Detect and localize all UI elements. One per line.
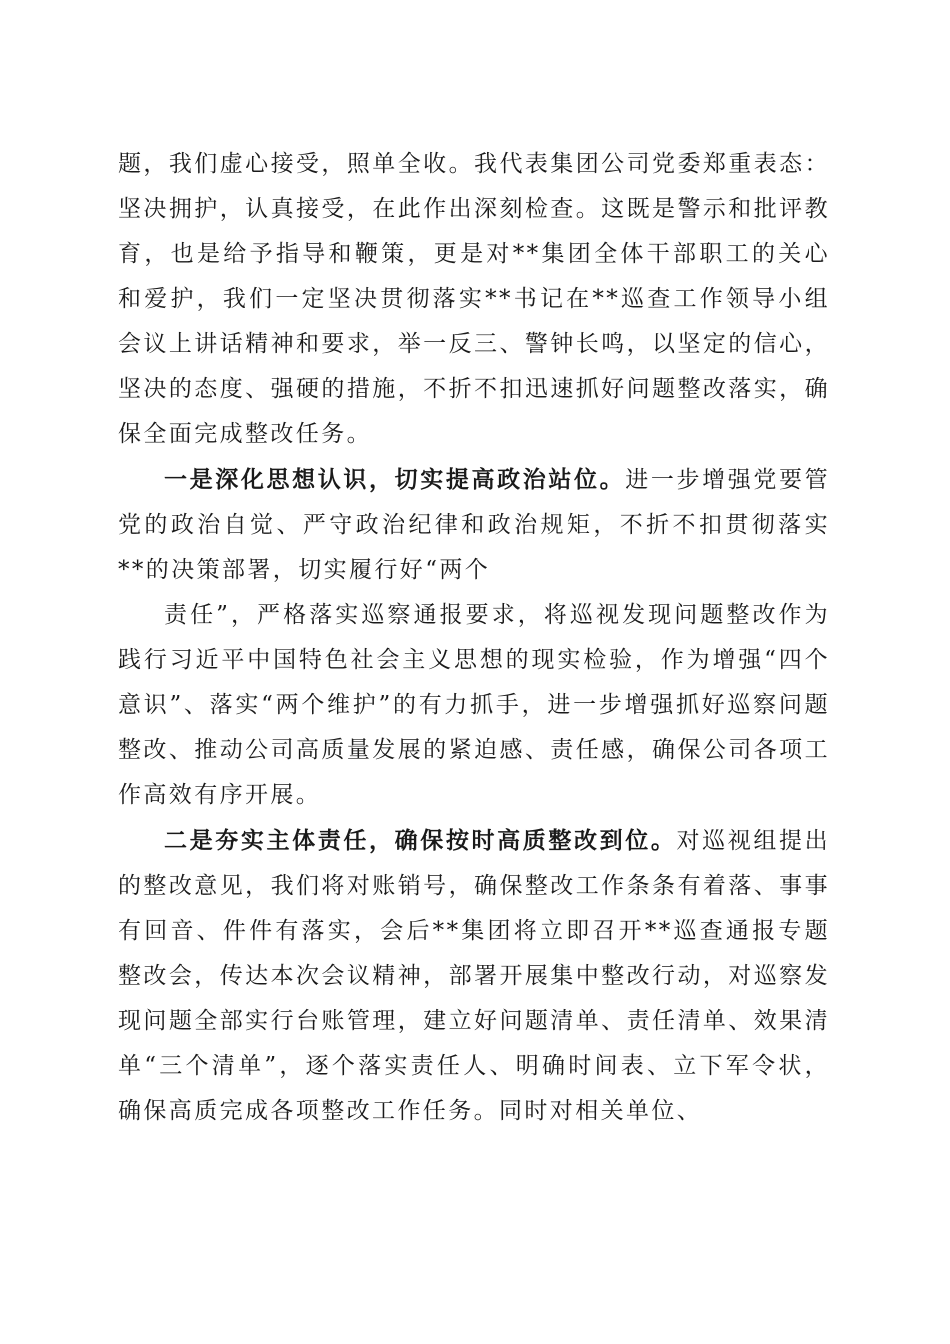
document-body bbox=[118, 142, 830, 1134]
paragraph-2-heading: 一是深化思想认识，切实提高政治站位。 bbox=[164, 466, 626, 493]
paragraph-2 bbox=[118, 457, 830, 593]
paragraph-1 bbox=[118, 142, 830, 457]
paragraph-3 bbox=[118, 593, 830, 818]
paragraph-1-text: 题，我们虚心接受，照单全收。我代表集团公司党委郑重表态：坚决拥护，认真接受，在此作出深刻检查。这既是警示和批评教育，也是给予指导和鞭策，更是对**集团全体干部职工的关心和爱护，我们一定坚决贯彻落实**书记在**巡查工作领导小组会议上讲话精神和要求，举一反三、警钟长鸣，以坚定的信心，坚决的态度、强硬的措施，不折不扣迅速抓好问题整改落实，确保全面完成整改任务。 bbox=[118, 151, 830, 447]
paragraph-4 bbox=[118, 818, 830, 1134]
paragraph-2-text: 进一步增强党要管党的政治自觉、严守政治纪律和政治规矩，不折不扣贯彻落实**的决策部署，切实履行好“两个 bbox=[118, 467, 831, 583]
paragraph-3-text: 责任”，严格落实巡察通报要求，将巡视发现问题整改作为践行习近平中国特色社会主义思想的现实检验，作为增强“四个意识”、落实“两个维护”的有力抓手，进一步增强抓好巡察问题整改、推动公司高质量发展的紧迫感、责任感，确保公司各项工作高效有序开展。 bbox=[118, 602, 830, 808]
paragraph-4-text: 对巡视组提出的整改意见，我们将对账销号，确保整改工作条条有着落、事事有回音、件件有落实，会后**集团将立即召开**巡查通报专题整改会，传达本次会议精神，部署开展集中整改行动，对巡察发现问题全部实行台账管理，建立好问题清单、责任清单、效果清单“三个清单”，逐个落实责任人、明确时间表、立下军令状，确保高质完成各项整改工作任务。同时对相关单位、 bbox=[118, 828, 831, 1124]
paragraph-4-heading: 二是夯实主体责任，确保按时高质整改到位。 bbox=[164, 827, 677, 854]
